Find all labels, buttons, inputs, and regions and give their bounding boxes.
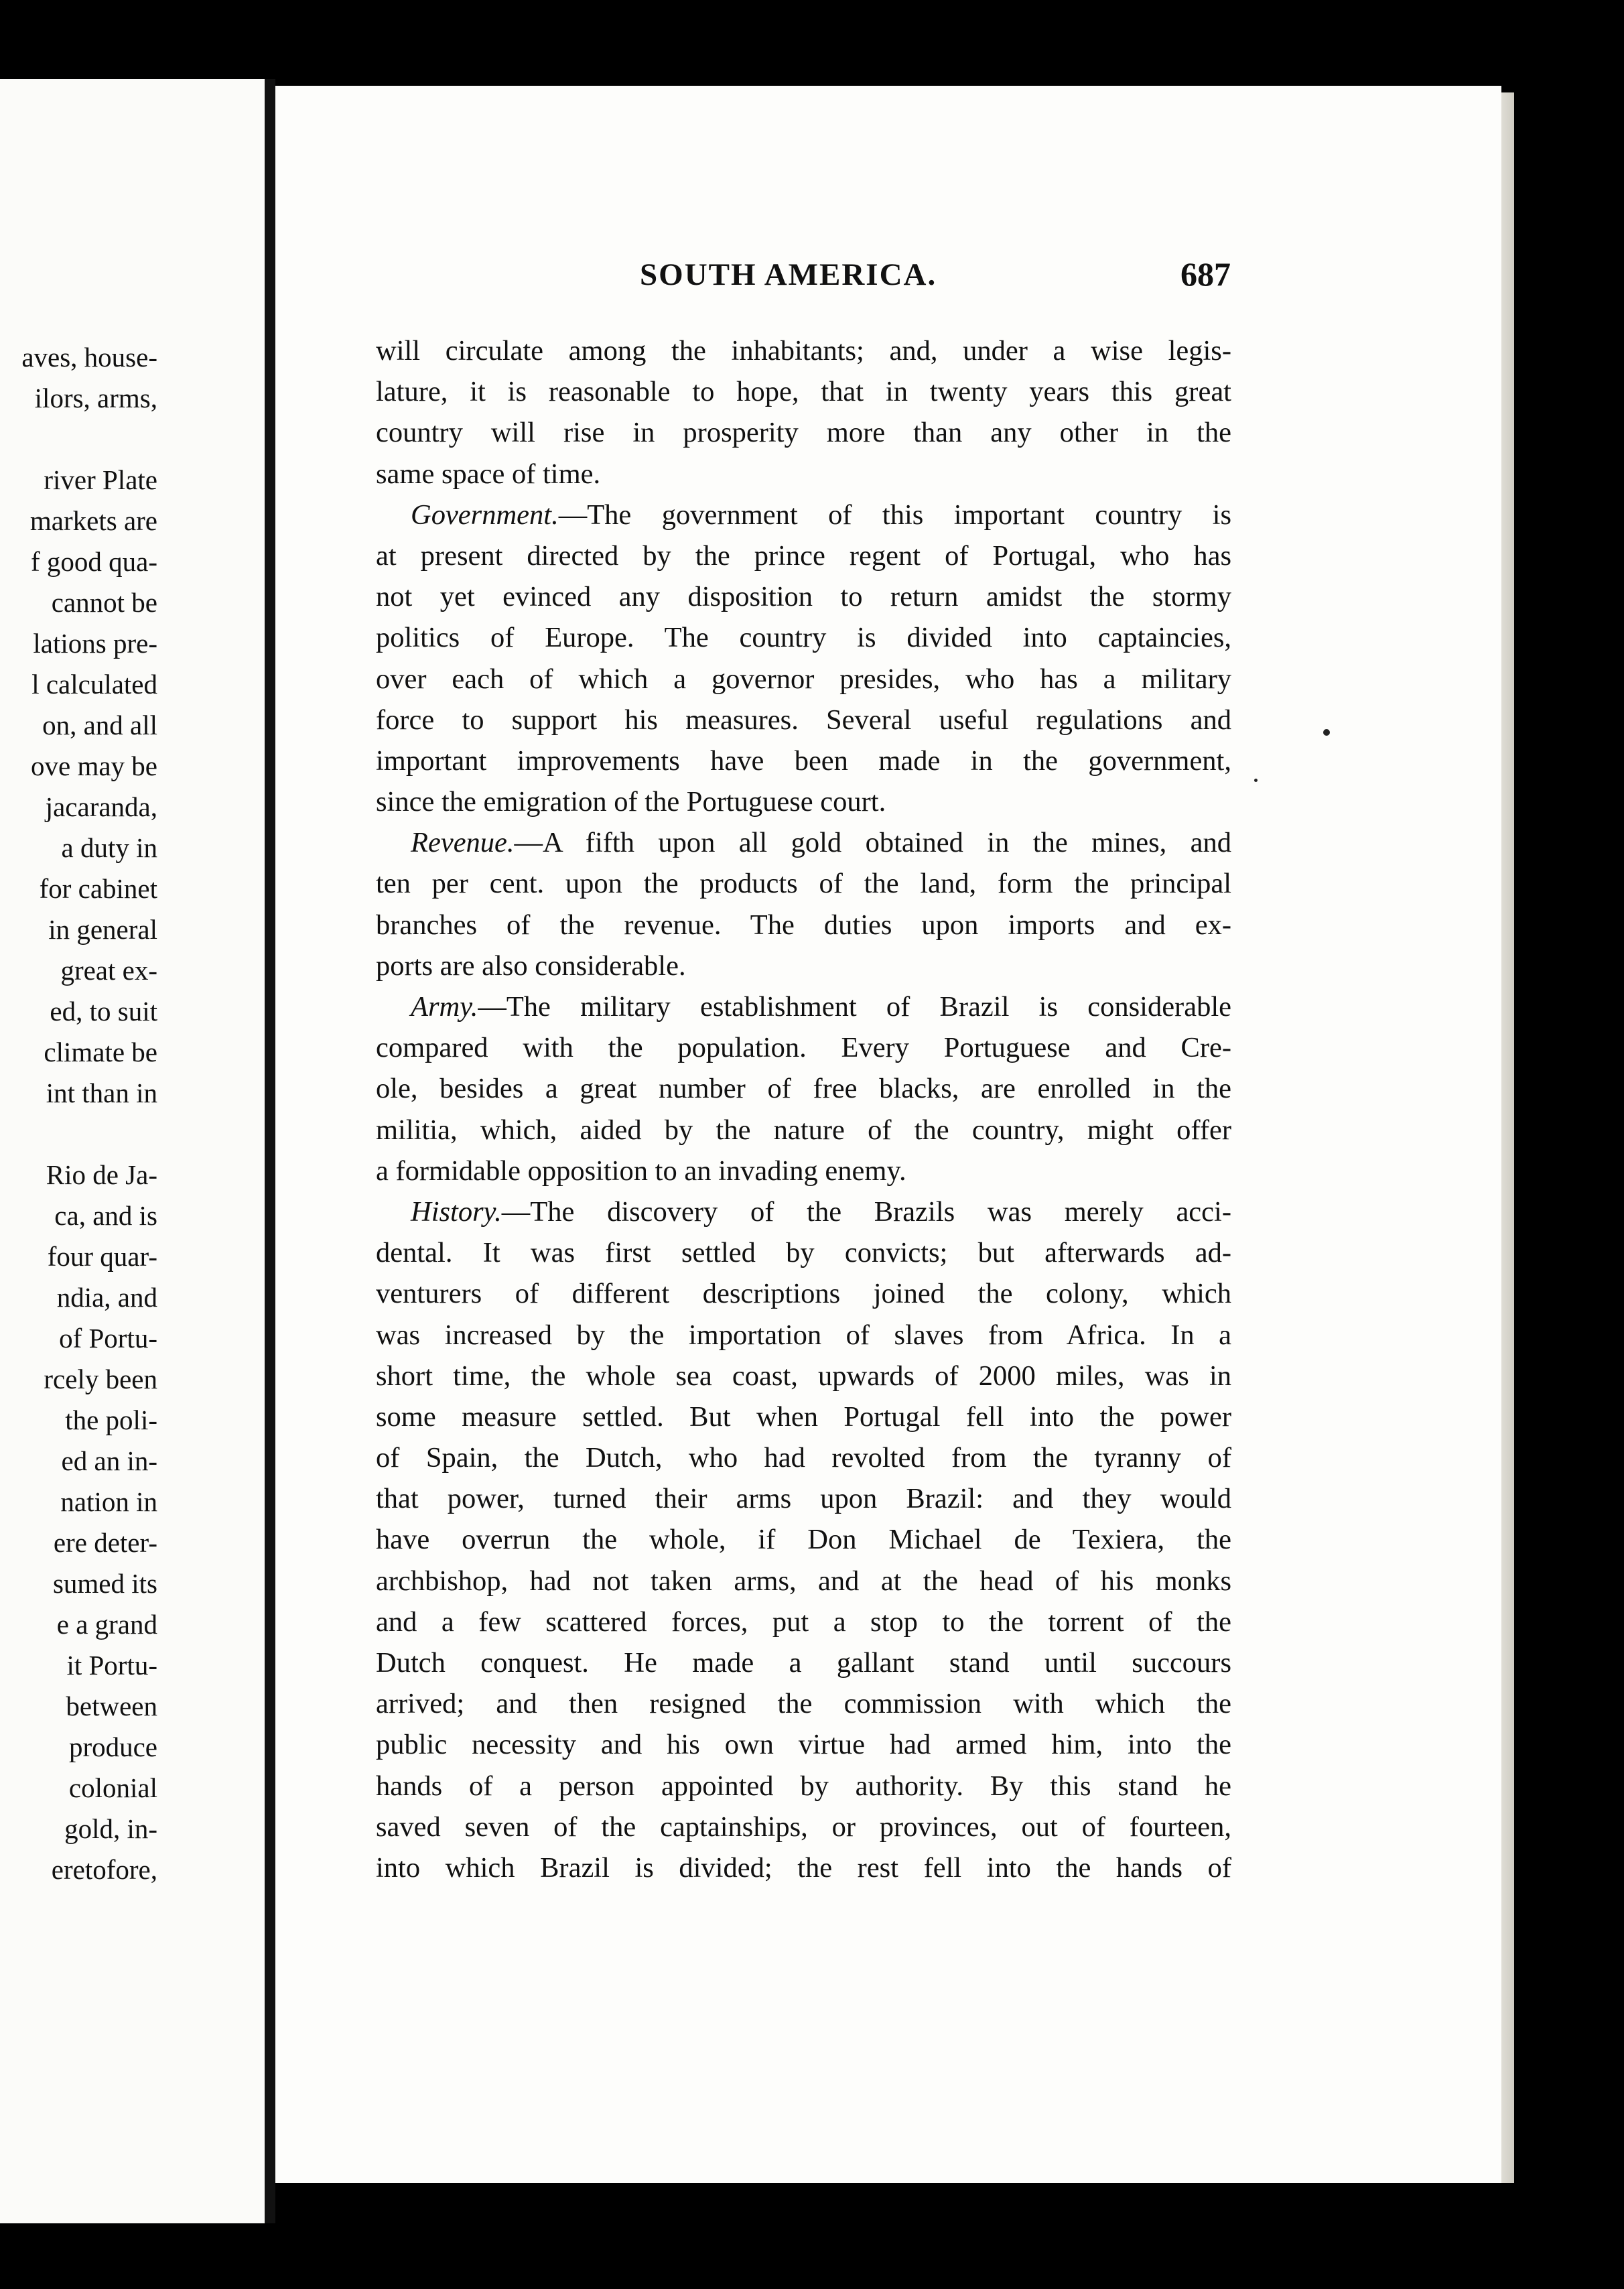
left-page-line: great ex- — [60, 955, 157, 986]
left-page-line: gold, in- — [64, 1813, 157, 1844]
left-page-line: e a grand — [56, 1609, 157, 1640]
text-line — [376, 1601, 1231, 1642]
left-page-line: produce — [68, 1731, 157, 1762]
body-text — [376, 330, 1231, 1888]
line-text: politics of Europe. The country is divided into captaincies, — [376, 622, 1231, 654]
text-line — [376, 1151, 1231, 1191]
line-text: since the emigration of the Portuguese court. — [376, 786, 886, 818]
left-page-line: climate be — [44, 1037, 157, 1067]
text-line — [376, 617, 1231, 658]
text-line — [376, 1766, 1231, 1807]
line-text: and a few scattered forces, put a stop to the torrent of the — [376, 1606, 1231, 1638]
text-line — [376, 371, 1231, 412]
text-line — [376, 1642, 1231, 1683]
text-line — [376, 576, 1231, 617]
line-text: was increased by the importation of slaves from Africa. In a — [376, 1319, 1231, 1351]
line-text: hands of a person appointed by authority. By this stand he — [376, 1770, 1231, 1802]
line-text: arrived; and then resigned the commission with which the — [376, 1688, 1231, 1720]
left-page-line: int than in — [46, 1077, 157, 1108]
section-start-line — [376, 1191, 1231, 1232]
left-page-line — [21, 1114, 157, 1155]
left-page-line: four quar- — [47, 1241, 157, 1272]
left-page-line: jacaranda, — [45, 791, 157, 822]
section-start-line — [376, 495, 1231, 535]
left-page-line: l calculated — [31, 669, 157, 700]
left-page-line: between — [66, 1691, 157, 1721]
text-line — [376, 1068, 1231, 1109]
text-line — [376, 1396, 1231, 1437]
left-page-line: in general — [48, 914, 157, 945]
text-line — [376, 863, 1231, 904]
left-page-line: on, and all — [42, 710, 157, 740]
line-text: venturers of different descriptions joined the colony, which — [376, 1278, 1231, 1310]
left-page-line: colonial — [68, 1772, 157, 1803]
left-page-line: ndia, and — [56, 1282, 157, 1313]
line-text: at present directed by the prince regent of Portugal, who has — [376, 539, 1231, 572]
line-text: archbishop, had not taken arms, and at the head of his monks — [376, 1565, 1231, 1597]
section-heading: History. — [411, 1195, 502, 1228]
text-line — [376, 659, 1231, 700]
text-line — [376, 1110, 1231, 1151]
left-page-line: sumed its — [52, 1568, 157, 1599]
line-text: ten per cent. upon the products of the land, form the principal — [376, 868, 1231, 900]
text-line — [376, 1273, 1231, 1314]
line-text: compared with the population. Every Portuguese and Cre- — [376, 1032, 1231, 1064]
line-text: —A fifth upon all gold obtained in the mines, and — [514, 827, 1231, 859]
text-line — [376, 740, 1231, 781]
section-heading: Revenue. — [411, 827, 515, 859]
line-text: —The discovery of the Brazils was merely acci- — [501, 1195, 1231, 1228]
line-text: short time, the whole sea coast, upwards of 2000 miles, was in — [376, 1360, 1231, 1392]
left-page-line: aves, house- — [21, 342, 157, 373]
left-page-line: lations pre- — [33, 628, 157, 659]
line-text: dental. It was first settled by convicts; but afterwards ad- — [376, 1237, 1231, 1269]
line-text: country will rise in prosperity more than any other in the — [376, 417, 1231, 449]
left-page-line: of Portu- — [59, 1323, 157, 1354]
left-page-line: for cabinet — [39, 873, 157, 904]
line-text: branches of the revenue. The duties upon imports and ex- — [376, 909, 1231, 941]
text-line — [376, 1437, 1231, 1478]
left-page-line: ed an in- — [61, 1445, 157, 1476]
left-page-line: ed, to suit — [50, 996, 157, 1027]
left-page-line: ca, and is — [54, 1200, 157, 1231]
text-line — [376, 945, 1231, 986]
line-text: have overrun the whole, if Don Michael de Texiera, the — [376, 1524, 1231, 1556]
text-line — [376, 1807, 1231, 1847]
left-page-line: it Portu- — [66, 1650, 157, 1681]
line-text: ports are also considerable. — [376, 950, 686, 982]
text-line — [376, 700, 1231, 740]
line-text: a formidable opposition to an invading enemy. — [376, 1155, 906, 1187]
line-text: public necessity and his own virtue had armed him, into the — [376, 1729, 1231, 1761]
line-text: —The government of this important country is — [558, 499, 1231, 531]
running-title: SOUTH AMERICA. — [640, 257, 937, 292]
text-line — [376, 781, 1231, 822]
left-page-line: eretofore, — [51, 1854, 157, 1885]
line-text: Dutch conquest. He made a gallant stand until succours — [376, 1647, 1231, 1679]
line-text: ole, besides a great number of free blacks, are enrolled in the — [376, 1073, 1231, 1105]
line-text: some measure settled. But when Portugal fell into the power — [376, 1400, 1231, 1433]
line-text: that power, turned their arms upon Brazil: and they would — [376, 1483, 1231, 1515]
line-text: force to support his measures. Several useful regulations and — [376, 704, 1231, 736]
line-text: saved seven of the captainships, or provinces, out of fourteen, — [376, 1811, 1231, 1843]
line-text: lature, it is reasonable to hope, that in twenty years this great — [376, 376, 1231, 408]
left-page-line: river Plate — [44, 464, 157, 495]
text-line — [376, 535, 1231, 576]
line-text: of Spain, the Dutch, who had revolted from the tyranny of — [376, 1442, 1231, 1474]
left-page-line: ere deter- — [53, 1527, 157, 1558]
text-line — [376, 1027, 1231, 1068]
text-line — [376, 1724, 1231, 1765]
text-line — [376, 1315, 1231, 1356]
ink-speck — [1323, 729, 1330, 736]
text-line — [376, 454, 1231, 495]
left-page-line: cannot be — [51, 587, 157, 618]
ink-speck — [1254, 779, 1258, 782]
line-text: important improvements have been made in the government, — [376, 744, 1231, 777]
line-text: —The military establishment of Brazil is considerable — [478, 991, 1231, 1023]
line-text: not yet evinced any disposition to return amidst the stormy — [376, 581, 1231, 613]
left-page-line: ilors, arms, — [34, 383, 157, 413]
left-page — [0, 79, 265, 2223]
page-number: 687 — [1180, 255, 1231, 293]
text-line — [376, 1478, 1231, 1519]
left-page-line: a duty in — [61, 832, 157, 863]
left-page-line: rcely been — [44, 1364, 157, 1394]
text-line — [376, 412, 1231, 453]
line-text: into which Brazil is divided; the rest fell into the hands of — [376, 1851, 1231, 1884]
left-page-line: ove may be — [31, 750, 157, 781]
left-page-line: the poli- — [65, 1404, 157, 1435]
left-page-line: f good qua- — [30, 546, 157, 577]
text-line — [376, 1519, 1231, 1560]
text-line — [376, 1683, 1231, 1724]
line-text: same space of time. — [376, 458, 601, 490]
line-text: militia, which, aided by the nature of the country, might offer — [376, 1114, 1231, 1146]
left-page-text — [21, 337, 157, 1890]
text-line — [376, 1847, 1231, 1888]
page-gutter — [265, 79, 275, 2223]
left-page-line: nation in — [60, 1486, 157, 1517]
section-start-line — [376, 822, 1231, 863]
section-start-line — [376, 986, 1231, 1027]
text-line — [376, 1232, 1231, 1273]
text-line — [376, 330, 1231, 371]
left-page-line — [21, 419, 157, 460]
left-page-line: Rio de Ja- — [46, 1159, 157, 1190]
section-heading: Army. — [411, 991, 478, 1023]
section-heading: Government. — [411, 499, 559, 531]
left-page-line: markets are — [29, 505, 157, 536]
text-line — [376, 1561, 1231, 1601]
text-line — [376, 1356, 1231, 1396]
line-text: will circulate among the inhabitants; and, under a wise legis- — [376, 335, 1231, 367]
text-line — [376, 905, 1231, 945]
line-text: over each of which a governor presides, who has a military — [376, 663, 1231, 695]
